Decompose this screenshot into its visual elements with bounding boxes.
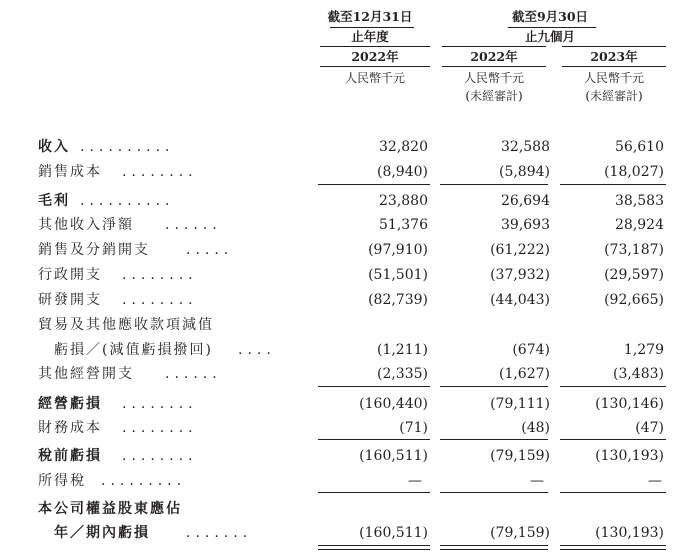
col2-unit: 人民幣千元 (463, 71, 524, 85)
subtotal-rule-col2 (440, 184, 548, 185)
subtotal-rule-col3 (560, 386, 666, 387)
value-2022-fy: (97,910) (368, 242, 428, 258)
value-2023-9m: (18,027) (604, 164, 664, 180)
table-row-rd-expenses (0, 290, 700, 313)
subtotal-rule-col2 (440, 439, 548, 440)
value-2022-9m: (37,932) (490, 267, 550, 283)
row-label: 研發開支 (38, 292, 102, 308)
subtotal-rule-col1 (318, 439, 430, 440)
value-2022-9m: (61,222) (490, 242, 550, 258)
leader-dots: ...... (165, 217, 222, 233)
leader-dots: ....... (186, 525, 253, 541)
row-label: 財務成本 (38, 420, 102, 436)
value-2022-9m: — (530, 473, 544, 489)
leader-dots: ........ (122, 164, 198, 180)
leader-dots: .......... (80, 139, 175, 155)
leader-dots: ........ (122, 396, 198, 412)
header-group2-rule (508, 27, 596, 28)
value-2023-9m: (73,187) (604, 242, 664, 258)
value-2023-9m: (92,665) (604, 292, 664, 308)
col1-year: 2022年 (351, 49, 399, 64)
value-2022-9m: (5,894) (498, 164, 550, 180)
table-row-loss-before-tax (0, 446, 700, 469)
col3-unit: 人民幣千元 (583, 71, 644, 85)
table-row-impairment-heading (0, 315, 700, 338)
header-group2-line1: 截至9月30日 (511, 9, 589, 24)
row-label: 收入 (38, 139, 70, 155)
subtotal-rule-col1 (318, 492, 430, 493)
header-col3-year-rule (562, 66, 666, 67)
value-2023-9m: (130,146) (595, 396, 664, 412)
total-double-rule-col3 (560, 545, 666, 550)
row-label: 虧損／(減值虧損撥回) (54, 342, 213, 358)
value-2022-9m: (79,111) (490, 396, 550, 412)
value-2022-fy: 32,820 (379, 139, 428, 155)
leader-dots: ..... (186, 242, 234, 258)
table-row-selling-expenses (0, 240, 700, 263)
row-label: 其他經營開支 (38, 366, 134, 382)
value-2022-fy: (71) (399, 420, 428, 436)
value-2022-fy: (82,739) (368, 292, 428, 308)
row-label: 年／期內虧損 (54, 525, 150, 541)
row-label: 其他收入淨額 (38, 217, 134, 233)
header-group1-line1: 截至12月31日 (327, 9, 413, 24)
value-2022-fy: (160,440) (359, 396, 428, 412)
header-col2-top-rule (442, 46, 546, 47)
value-2022-9m: (44,043) (490, 292, 550, 308)
subtotal-rule-col3 (560, 439, 666, 440)
value-2023-9m: 38,583 (615, 193, 664, 209)
leader-dots: ...... (165, 366, 222, 382)
table-row-gross-profit (0, 191, 700, 214)
table-row-other-operating-expenses (0, 364, 700, 387)
row-label: 本公司權益股東應佔 (38, 501, 182, 517)
table-row-attributable-heading (0, 499, 700, 522)
value-2023-9m: (130,193) (595, 525, 664, 541)
value-2023-9m: 56,610 (615, 139, 664, 155)
col3-year: 2023年 (590, 49, 638, 64)
table-row-impairment-loss (0, 340, 700, 363)
total-double-rule-col1 (318, 545, 430, 550)
value-2022-9m: (1,627) (498, 366, 550, 382)
table-row-revenue (0, 137, 700, 160)
col2-note: (未經審計) (465, 89, 523, 103)
header-group1-line2: 止年度 (351, 29, 389, 44)
table-row-operating-loss (0, 394, 700, 417)
row-label: 毛利 (38, 193, 70, 209)
leader-dots: ........ (122, 448, 198, 464)
value-2023-9m: (3,483) (612, 366, 664, 382)
value-2022-9m: (48) (521, 420, 550, 436)
subtotal-rule-col2 (440, 386, 548, 387)
value-2022-9m: (79,159) (490, 448, 550, 464)
leader-dots: ......... (101, 473, 187, 489)
value-2022-fy: (1,211) (376, 342, 428, 358)
value-2023-9m: — (648, 473, 662, 489)
value-2022-fy: (2,335) (376, 366, 428, 382)
col3-note: (未經審計) (585, 89, 643, 103)
header-group2-line2: 止九個月 (524, 29, 575, 44)
value-2022-fy: 23,880 (379, 193, 428, 209)
col1-unit: 人民幣千元 (344, 71, 405, 85)
leader-dots: ........ (122, 267, 198, 283)
value-2022-9m: (79,159) (490, 525, 550, 541)
table-row-finance-costs (0, 418, 700, 441)
value-2023-9m: 1,279 (623, 342, 664, 358)
value-2023-9m: 28,924 (615, 217, 664, 233)
subtotal-rule-col3 (560, 184, 666, 185)
row-label: 所得稅 (38, 473, 86, 489)
value-2022-fy: (8,940) (376, 164, 428, 180)
value-2023-9m: (29,597) (604, 267, 664, 283)
value-2023-9m: (47) (635, 420, 664, 436)
header-col2-year-rule (442, 66, 546, 67)
total-double-rule-col2 (440, 545, 548, 550)
table-row-other-income (0, 215, 700, 238)
value-2022-fy: (51,501) (368, 267, 428, 283)
value-2022-fy: (160,511) (359, 448, 428, 464)
header-group1-rule (330, 27, 414, 28)
value-2022-fy: (160,511) (359, 525, 428, 541)
value-2023-9m: (130,193) (595, 448, 664, 464)
col2-year: 2022年 (470, 49, 518, 64)
table-row-cost-of-sales (0, 162, 700, 185)
row-label: 銷售成本 (38, 164, 102, 180)
subtotal-rule-col2 (440, 492, 548, 493)
subtotal-rule-col1 (318, 386, 430, 387)
row-label: 銷售及分銷開支 (38, 242, 150, 258)
leader-dots: .... (238, 342, 276, 358)
subtotal-rule-col1 (318, 184, 430, 185)
header-col1-top-rule (320, 46, 430, 47)
value-2022-fy: 51,376 (379, 217, 428, 233)
row-label: 經營虧損 (38, 396, 102, 412)
value-2022-fy: — (408, 473, 422, 489)
row-label: 稅前虧損 (38, 448, 102, 464)
leader-dots: ........ (122, 420, 198, 436)
header-col3-top-rule (562, 46, 666, 47)
table-row-income-tax (0, 471, 700, 494)
row-label: 行政開支 (38, 267, 102, 283)
header-col1-year-rule (320, 66, 430, 67)
value-2022-9m: 32,588 (501, 139, 550, 155)
value-2022-9m: 39,693 (501, 217, 550, 233)
leader-dots: .......... (80, 193, 175, 209)
row-label: 貿易及其他應收款項減值 (38, 317, 214, 333)
table-row-loss-for-period (0, 523, 700, 546)
value-2022-9m: 26,694 (501, 193, 550, 209)
table-row-admin-expenses (0, 265, 700, 288)
subtotal-rule-col3 (560, 492, 666, 493)
leader-dots: ........ (122, 292, 198, 308)
value-2022-9m: (674) (512, 342, 550, 358)
